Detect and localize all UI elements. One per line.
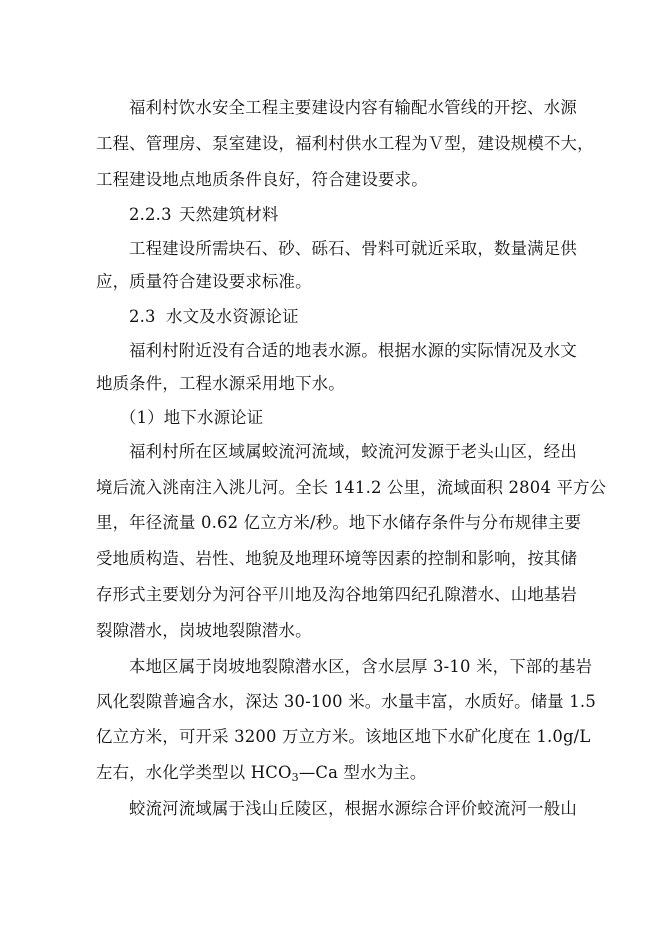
paragraph-line-formula <box>96 761 576 785</box>
text-after-formula: —Ca 型水为主。 <box>298 763 427 782</box>
paragraph-line: 亿立方米，可开采 3200 万立方米。该地区地下水矿化度在 1.0g/L <box>96 727 591 746</box>
paragraph-line: 福利村饮水安全工程主要建设内容有输配水管线的开挖、水源 <box>129 98 577 117</box>
section-title: 水文及水资源论证 <box>166 307 299 326</box>
paragraph-line: 应，质量符合建设要求标准。 <box>96 272 312 291</box>
formula-subscript: 3 <box>291 771 299 784</box>
section-number: 2.2.3 <box>129 205 172 224</box>
section-heading-2-3 <box>129 305 609 329</box>
section-heading-2-2-3 <box>129 203 609 227</box>
paragraph-line: 里，年径流量 0.62 亿立方米/秒。地下水储存条件与分布规律主要 <box>96 513 582 532</box>
paragraph-line: 受地质构造、岩性、地貌及地理环境等因素的控制和影响，按其储 <box>96 549 578 568</box>
subsection-heading: （1）地下水源论证 <box>120 408 264 427</box>
paragraph-line: 蛟流河流域属于浅山丘陵区，根据水源综合评价蛟流河一般山 <box>129 799 577 818</box>
paragraph-line: 工程、管理房、泵室建设，福利村供水工程为Ｖ型，建设规模不大， <box>96 134 594 153</box>
paragraph-line: 地质条件，工程水源采用地下水。 <box>96 374 345 393</box>
paragraph-line: 存形式主要划分为河谷平川地及沟谷地第四纪孔隙潜水、山地基岩 <box>96 585 578 604</box>
text-before-formula: 左右，水化学类型以 HCO <box>96 763 292 782</box>
paragraph-line: 裂隙潜水，岗坡地裂隙潜水。 <box>96 621 312 640</box>
paragraph-line: 风化裂隙普遍含水，深达 30-100 米。水量丰富，水质好。储量 1.5 <box>96 692 596 711</box>
paragraph-line: 福利村附近没有合适的地表水源。根据水源的实际情况及水文 <box>129 341 577 360</box>
paragraph-line: 工程建设所需块石、砂、砾石、骨料可就近采取，数量满足供 <box>129 239 577 258</box>
section-number: 2.3 <box>129 307 156 326</box>
paragraph-line: 本地区属于岗坡地裂隙潜水区，含水层厚 3-10 米，下部的基岩 <box>129 657 593 676</box>
paragraph-line: 境后流入洮南注入洮儿河。全长 141.2 公里，流域面积 2804 平方公 <box>96 478 607 497</box>
paragraph-line: 工程建设地点地质条件良好，符合建设要求。 <box>96 170 428 189</box>
section-title: 天然建筑材料 <box>179 205 279 224</box>
paragraph-line: 福利村所在区域属蛟流河流域，蛟流河发源于老头山区，经出 <box>129 442 577 461</box>
